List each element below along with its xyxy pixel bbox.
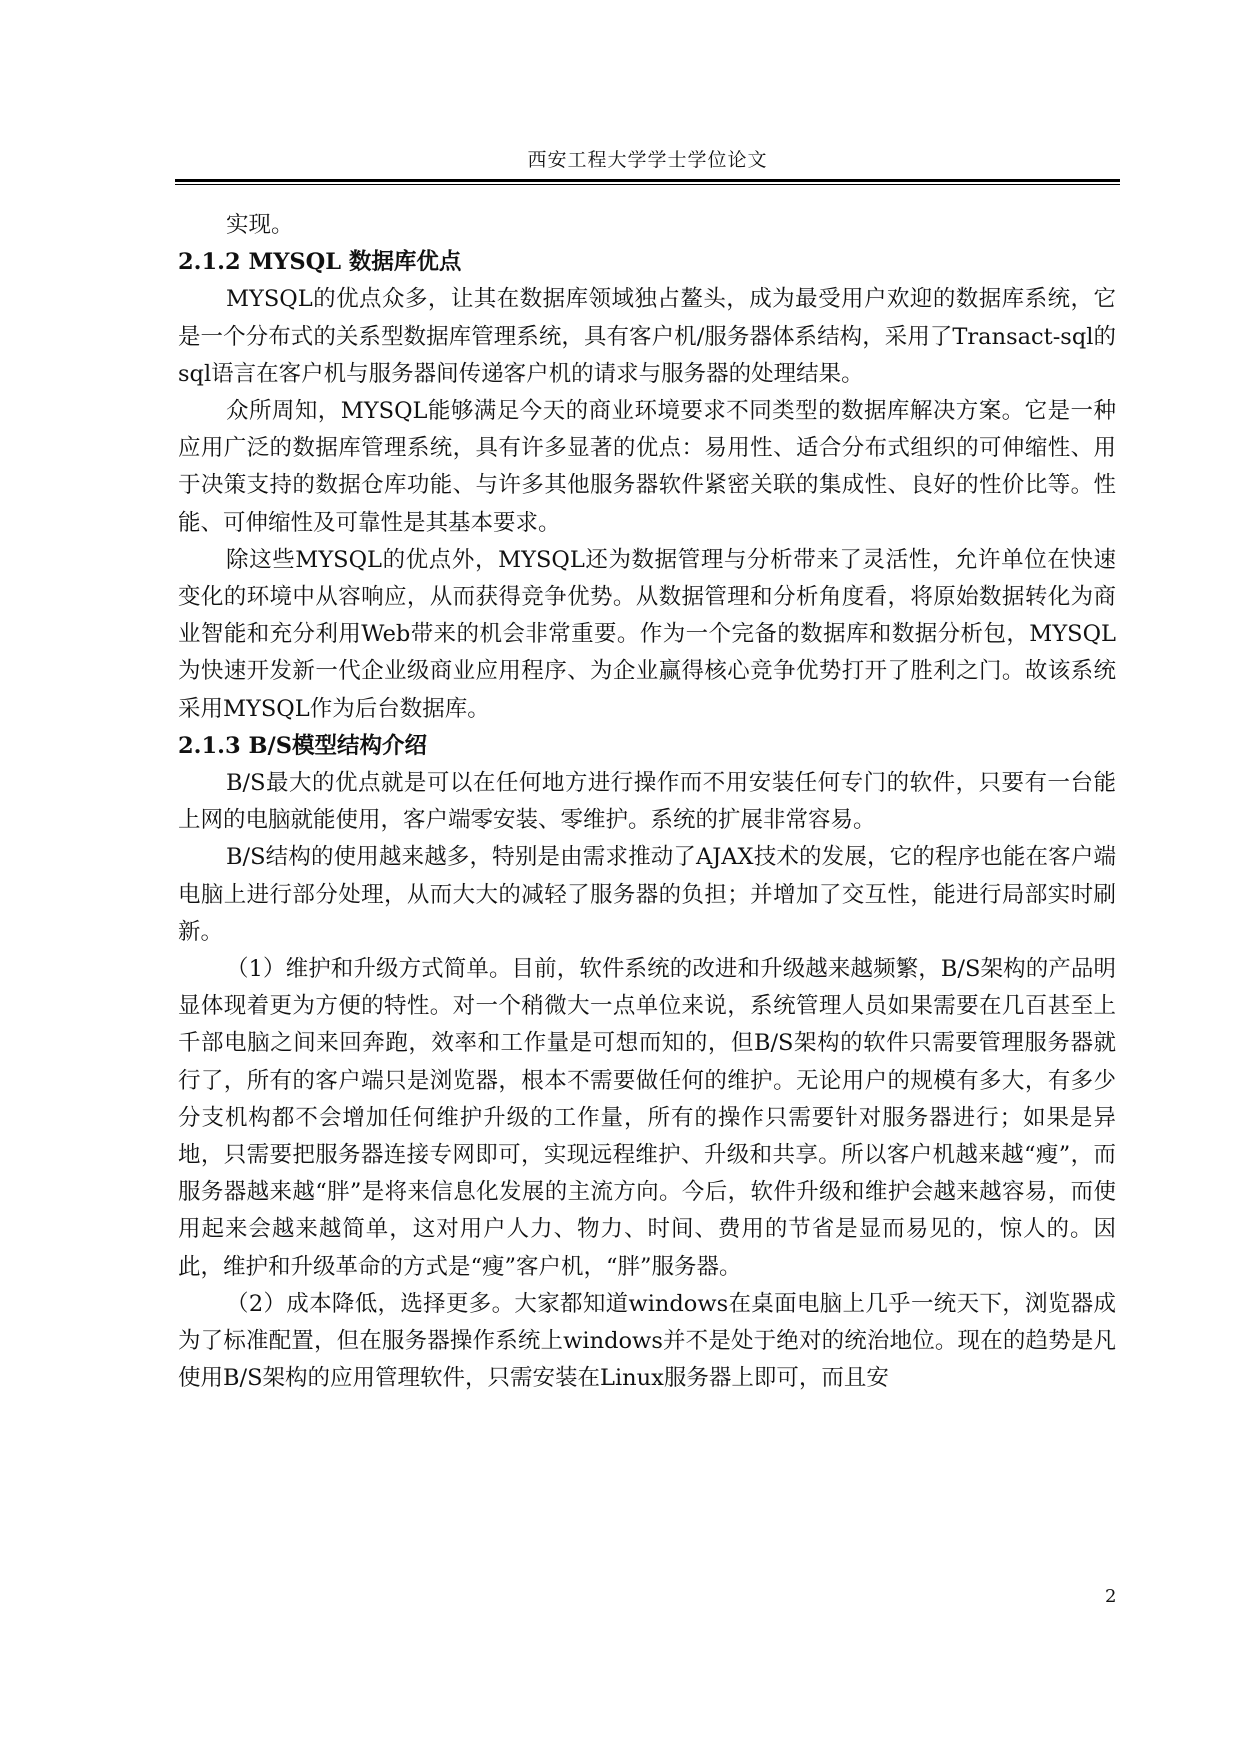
- paragraph-continuation: 实现。: [226, 212, 294, 238]
- paragraph-mysql-advantages: 除这些MYSQL的优点外，MYSQL还为数据管理与分析带来了灵活性，允许单位在快速变化的环境中从容响应，从而获得竞争优势。从数据管理和分析角度看，将原始数据转化为商业智能和充分利用Web带来的机会非常重要。作为一个完备的数据库和数据分析包，MYSQL为快速开发新一代企业级商业应用程序、为企业赢得核心竞争优势打开了胜利之门。故该系统采用MYSQL作为后台数据库。: [178, 546, 1116, 722]
- paragraph-bs-cost: （2）成本降低，选择更多。大家都知道windows在桌面电脑上几乎一统天下，浏览器成为了标准配置，但在服务器操作系统上windows并不是处于绝对的统治地位。现在的趋势是凡使用B/S架构的应用管理软件，只需安装在Linux服务器上即可，而且安: [178, 1290, 1116, 1392]
- header-rule-thick: [175, 179, 1120, 182]
- body-text: [178, 207, 1116, 1398]
- paragraph-bs-advantage: B/S最大的优点就是可以在任何地方进行操作而不用安装任何专门的软件，只要有一台能上网的电脑就能使用，客户端零安装、零维护。系统的扩展非常容易。: [178, 770, 1116, 834]
- running-header: 西安工程大学学士学位论文: [527, 149, 768, 171]
- paragraph-mysql-overview: MYSQL的优点众多，让其在数据库领域独占鳌头，成为最受用户欢迎的数据库系统，它是一个分布式的关系型数据库管理系统，具有客户机/服务器体系结构，采用了Transact-sql的sql语言在客户机与服务器间传递客户机的请求与服务器的处理结果。: [178, 286, 1116, 387]
- paragraph-bs-usage: B/S结构的使用越来越多，特别是由需求推动了AJAX技术的发展，它的程序也能在客户端电脑上进行部分处理，从而大大的减轻了服务器的负担；并增加了交互性，能进行局部实时刷新。: [178, 844, 1116, 945]
- paragraph-mysql-features: 众所周知，MYSQL能够满足今天的商业环境要求不同类型的数据库解决方案。它是一种应用广泛的数据库管理系统，具有许多显著的优点：易用性、适合分布式组织的可伸缩性、用于决策支持的数据仓库功能、与许多其他服务器软件紧密关联的集成性、良好的性价比等。性能、可伸缩性及可靠性是其基本要求。: [178, 398, 1116, 536]
- header-rule-thin: [175, 184, 1120, 185]
- paragraph-bs-maintenance: （1）维护和升级方式简单。目前，软件系统的改进和升级越来越频繁，B/S架构的产品明显体现着更为方便的特性。对一个稍微大一点单位来说，系统管理人员如果需要在几百甚至上千部电脑之间来回奔跑，效率和工作量是可想而知的，但B/S架构的软件只需要管理服务器就行了，所有的客户端只是浏览器，根本不需要做任何的维护。无论用户的规模有多大，有多少分支机构都不会增加任何维护升级的工作量，所有的操作只需要针对服务器进行；如果是异地，只需要把服务器连接专网即可，实现远程维护、升级和共享。所以客户机越来越“瘦”，而服务器越来越“胖”是将来信息化发展的主流方向。今后，软件升级和维护会越来越容易，而使用起来会越来越简单，这对用户人力、物力、时间、费用的节省是显而易见的，惊人的。因此，维护和升级革命的方式是“瘦”客户机，“胖”服务器。: [178, 956, 1116, 1280]
- page-number: 2: [1105, 1586, 1117, 1607]
- section-heading-2-1-3: 2.1.3 B/S模型结构介绍: [178, 732, 427, 759]
- section-heading-2-1-2: 2.1.2 MYSQL 数据库优点: [178, 249, 462, 276]
